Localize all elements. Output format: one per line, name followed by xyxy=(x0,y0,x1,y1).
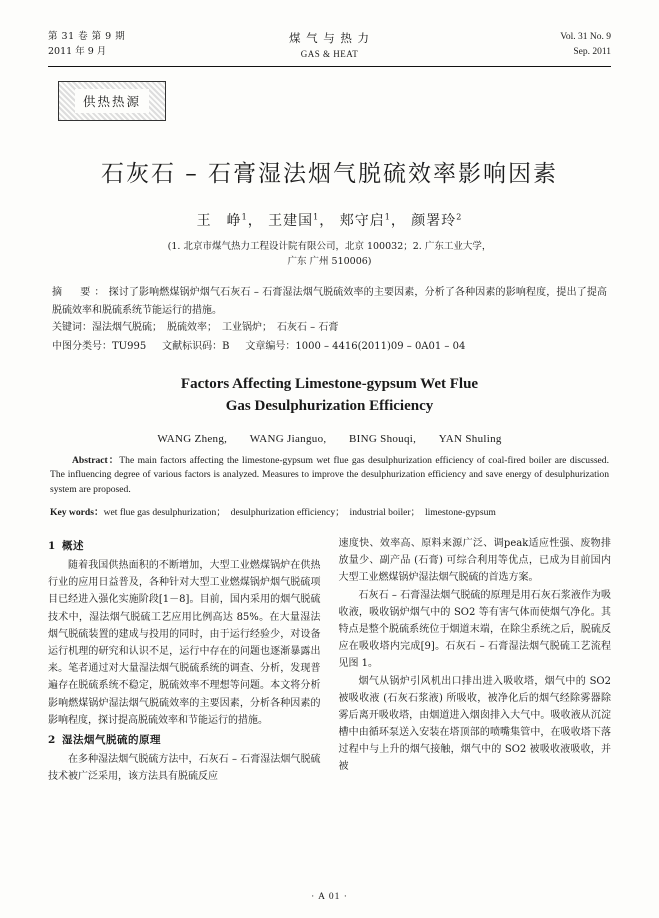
abstract-en xyxy=(48,454,611,499)
journal-title-cn: 煤 气 与 热 力 xyxy=(288,31,371,45)
authors-cn: 王 峥$^1$， 王建国$^1$， 郏守启$^1$， 颜署玲$^2$ xyxy=(196,212,463,229)
section-badge-label: 供热热源 xyxy=(75,89,149,113)
doc-code-value: B xyxy=(222,340,230,352)
article-id-label: 文章编号： xyxy=(245,340,296,352)
abstract-cn-label: 摘 要： xyxy=(52,287,109,299)
author-4: 颜署玲$^2$ xyxy=(411,212,463,229)
abstract-cn-text: 探讨了影响燃煤锅炉烟气石灰石 – 石膏湿法烟气脱硫效率的主要因素，分析了各种因素的影响程度，提出了提高脱硫效率和脱硫系统节能运行的措施。 xyxy=(52,287,607,316)
affiliation-line-1: (1. 北京市煤气热力工程设计院有限公司，北京 100032；2. 广东工业大学， xyxy=(167,240,492,252)
page-title-en-line-2: Gas Desulphurization Efficiency xyxy=(225,397,434,414)
body-columns xyxy=(48,535,611,785)
volume-issue: 第 31 卷 第 9 期 xyxy=(48,31,126,42)
section-title-1: 概述 xyxy=(62,540,84,553)
keywords-en-text: wet flue gas desulphurization； desulphurization efficiency； industrial boiler； limestone-gypsum xyxy=(103,507,496,519)
abstract-en-text: The main factors affecting the limestone-gypsum wet flue gas desulphurization efficiency of coal-fired boiler are discussed. The influencing degree of various factors is analyzed. Measures to improve the desulphurization efficiency and save energy of desulphurization system are proposed. xyxy=(50,454,610,496)
column-left xyxy=(48,535,321,785)
running-head-left xyxy=(48,30,198,59)
volume-issue-en: Vol. 31 No. 9 xyxy=(560,32,611,42)
keywords-cn-label: 关键词： xyxy=(52,322,92,334)
affiliation-line-2: 广东 广州 510006) xyxy=(287,256,372,268)
clc-line xyxy=(48,338,611,357)
journal-title-en: GAS & HEAT xyxy=(300,48,359,59)
running-head xyxy=(48,30,611,67)
paragraph: 烟气从锅炉引风机出口排出进入吸收塔，烟气中的 SO2 被吸收液 (石灰石浆液) 所吸收，被净化后的烟气经除雾器除雾后离开吸收塔，由烟道进入烟囱排入大气中。吸收液从沉淀槽中由循环泵送入安装在塔顶部的喷嘴集管中，在吸收塔下落过程中与上升的烟气接触，烟气中的 SO2 被吸收液吸收，并被 xyxy=(338,675,611,773)
section-heading-1 xyxy=(48,537,321,555)
authors-en: WANG Zheng, WANG Jianguo, BING Shouqi, YAN Shuling xyxy=(157,432,502,445)
affiliation xyxy=(48,239,611,270)
doc-code-label: 文献标识码： xyxy=(162,340,223,352)
keywords-cn-text: 湿法烟气脱硫； 脱硫效率； 工业锅炉； 石灰石 – 石膏 xyxy=(92,322,339,334)
author-1: 王 峥$^1$ xyxy=(196,212,248,229)
section-number-1: 1 xyxy=(48,540,56,553)
section-badge-wrap xyxy=(58,81,611,121)
page-title-en xyxy=(48,374,611,418)
section-badge xyxy=(58,81,166,121)
page-folio: · A 01 · xyxy=(311,892,348,902)
paragraph: 石灰石 – 石膏湿法烟气脱硫的原理是用石灰石浆液作为吸收液，吸收锅炉烟气中的 SO2 等有害气体而使烟气净化。其特点是整个脱硫系统位于烟道末端，在除尘系统之后，脱硫反应在吸收塔内完成[9]。石灰石 – 石膏湿法烟气脱硫工艺流程见图 1。 xyxy=(338,589,611,670)
author-3: 郏守启$^1$ xyxy=(339,212,391,229)
abstract-en-label: Abstract： xyxy=(72,454,120,466)
column-right xyxy=(339,535,612,785)
keywords-cn xyxy=(48,319,611,338)
running-head-right xyxy=(461,30,611,59)
paragraph: 随着我国供热面积的不断增加，大型工业燃煤锅炉在供热行业的应用日益普及，各种针对大型工业燃煤锅炉烟气脱硫项目已经进入强化实施阶段[1－8]。目前，国内采用的烟气脱硫技术中，湿法烟气脱硫工艺应用比例高达 85%。在大量湿法烟气脱硫装置的建成与投用的同时，由于运行经验少，对设备运行机理的研究和认识不足，运行中存在的问题也逐渐暴露出来。笔者通过对大量湿法烟气脱硫系统的调查、分析，发现普遍存在脱硫系统不稳定，脱硫效率不理想等问题。本文将分析影响燃煤锅炉湿法烟气脱硫效率的主要因素，分析各种因素的影响程度，探讨提高脱硫效率和节能运行的措施。 xyxy=(48,560,321,726)
clc-label: 中图分类号： xyxy=(52,340,112,352)
paragraph-continued: 速度快、效率高、原料来源广泛、调peak适应性强、废物排放量少、副产品 (石膏) 可综合利用等优点，已成为目前国内大型工业燃煤锅炉湿法烟气脱硫的首选方案。 xyxy=(338,538,611,584)
keywords-en-label: Key words： xyxy=(50,507,104,519)
section-number-2: 2 xyxy=(48,733,56,746)
article-id-value: 1000 – 4416(2011)09 – 0A01 – 04 xyxy=(295,340,466,352)
section-title-2: 湿法烟气脱硫的原理 xyxy=(62,733,161,746)
author-2: 王建国$^1$ xyxy=(268,212,320,229)
page-title-cn: 石灰石 – 石膏湿法烟气脱硫效率影响因素 xyxy=(100,160,559,187)
paragraph: 在多种湿法烟气脱硫方法中，石灰石 – 石膏湿法烟气脱硫技术被广泛采用，该方法具有脱硫反应 xyxy=(48,754,321,783)
page-title-en-line-1: Factors Affecting Limestone-gypsum Wet Flue xyxy=(180,376,479,393)
publish-date-en: Sep. 2011 xyxy=(573,46,611,57)
publish-date-cn: 2011 年 9 月 xyxy=(48,45,107,57)
abstract-cn xyxy=(48,284,611,319)
journal-title-block xyxy=(198,30,461,62)
section-heading-2 xyxy=(48,731,321,749)
clc-value: TU995 xyxy=(112,340,147,352)
keywords-en xyxy=(48,506,611,521)
